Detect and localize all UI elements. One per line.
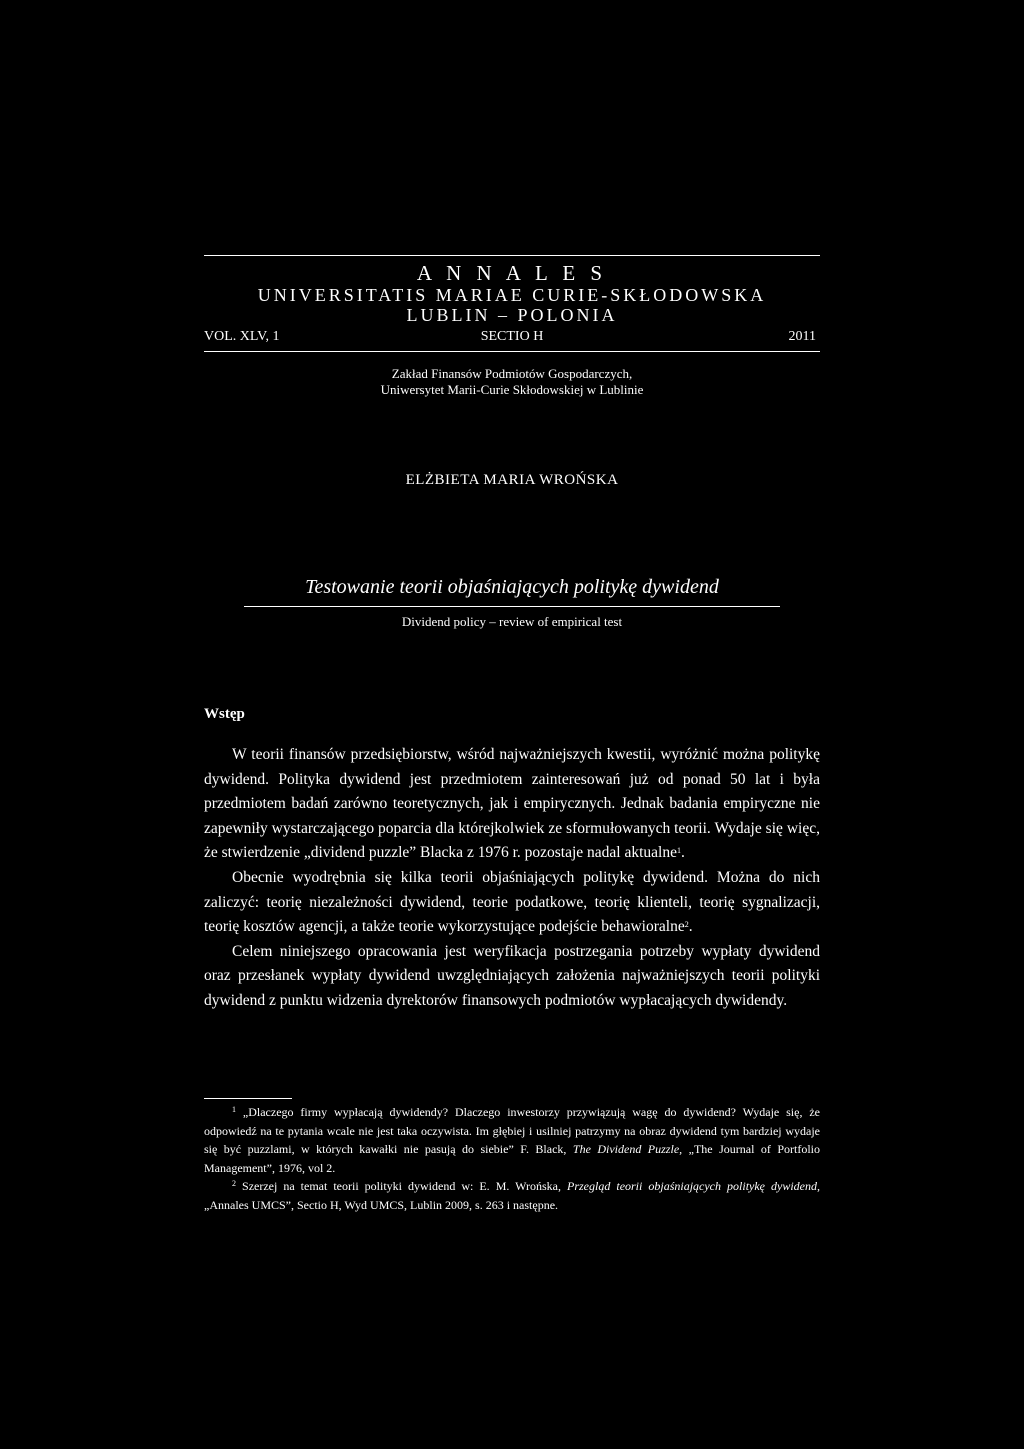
affiliation-line-2: Uniwersytet Marii-Curie Skłodowskiej w Lublinie <box>380 382 644 397</box>
paragraph-2: Obecnie wyodrębnia się kilka teorii objaśniających politykę dywidend. Można do nich zaliczyć: teorię niezależności dywidend, teorie podatkowe, teorię klienteli, teorię sygnalizacji, teorię kosztów agencji, a także teorie wykorzystujące podejście behawioralne$^2$. <box>204 868 820 936</box>
paragraph-3: Celem niniejszego opracowania jest weryfikacja postrzegania potrzeby wypłaty dywidend oraz przesłanek wypłaty dywidend uwzględniających założenia najważniejszych teorii polityki dywidend z punktu widzenia dyrektorów finansowych podmiotów wypłacających dywidendy. <box>204 942 820 1009</box>
footnote-2: $^2$ Szerzej na temat teorii polityki dywidend w: E. M. Wrońska, Przegląd teorii objaśniających politykę dywidend, „Annales UMCS”, Sectio H, Wyd UMCS, Lublin 2009, s. 263 i następne. <box>204 1179 821 1212</box>
footnotes <box>204 1103 820 1214</box>
section-heading: Wstęp <box>204 706 245 722</box>
body-text <box>204 743 820 1014</box>
author-name: ELŻBIETA MARIA WROŃSKA <box>405 472 619 488</box>
title-rule <box>244 606 780 607</box>
section-label: SECTIO H <box>480 329 544 344</box>
footnote-ref-1[interactable]: 1 <box>676 846 681 856</box>
footnote-1: $^1$ „Dlaczego firmy wypłacają dywidendy? Dlaczego inwestorzy przywiązują wagę do dywidend? Wydaje się, że odpowiedź na te pytania wcale nie jest taka oczywista. Im głębiej i usilniej patrzymy na obraz dywidend tym bardziej wydaje się być puzzlami, w których kawałki nie pasują do siebie” F. Black, The Dividend Puzzle, „The Journal of Portfolio Management”, 1976, vol 2. <box>204 1105 820 1175</box>
volume-label: VOL. XLV, 1 <box>204 329 280 344</box>
year-label: 2011 <box>788 329 816 344</box>
article-subtitle: Dividend policy – review of empirical test <box>401 614 623 629</box>
footnote-ref-2[interactable]: 2 <box>684 920 689 930</box>
journal-location: LUBLIN – POLONIA <box>406 305 618 325</box>
header-bottom-rule <box>204 351 820 352</box>
journal-title: A N N A L E S <box>416 261 608 285</box>
header-top-rule <box>204 255 820 256</box>
article-title: Testowanie teorii objaśniających politykę dywidend <box>305 576 719 598</box>
footnote-rule <box>204 1098 292 1099</box>
affiliation-line-1: Zakład Finansów Podmiotów Gospodarczych, <box>391 366 633 381</box>
journal-name: UNIVERSITATIS MARIAE CURIE-SKŁODOWSKA <box>257 285 767 305</box>
paragraph-1: W teorii finansów przedsiębiorstw, wśród najważniejszych kwestii, wyróżnić można politykę dywidend. Polityka dywidend jest przedmiotem zainteresowań już od ponad 50 lat i była przedmiotem badań zarówno teoretycznych, jak i empirycznych. Jednak badania empiryczne nie zapewniły wystarczającego poparcia dla którejkolwiek ze sformułowanych teorii. Wydaje się więc, że stwierdzenie „dividend puzzle” Blacka z 1976 r. pozostaje nadal aktualne$^1$. <box>204 746 820 862</box>
